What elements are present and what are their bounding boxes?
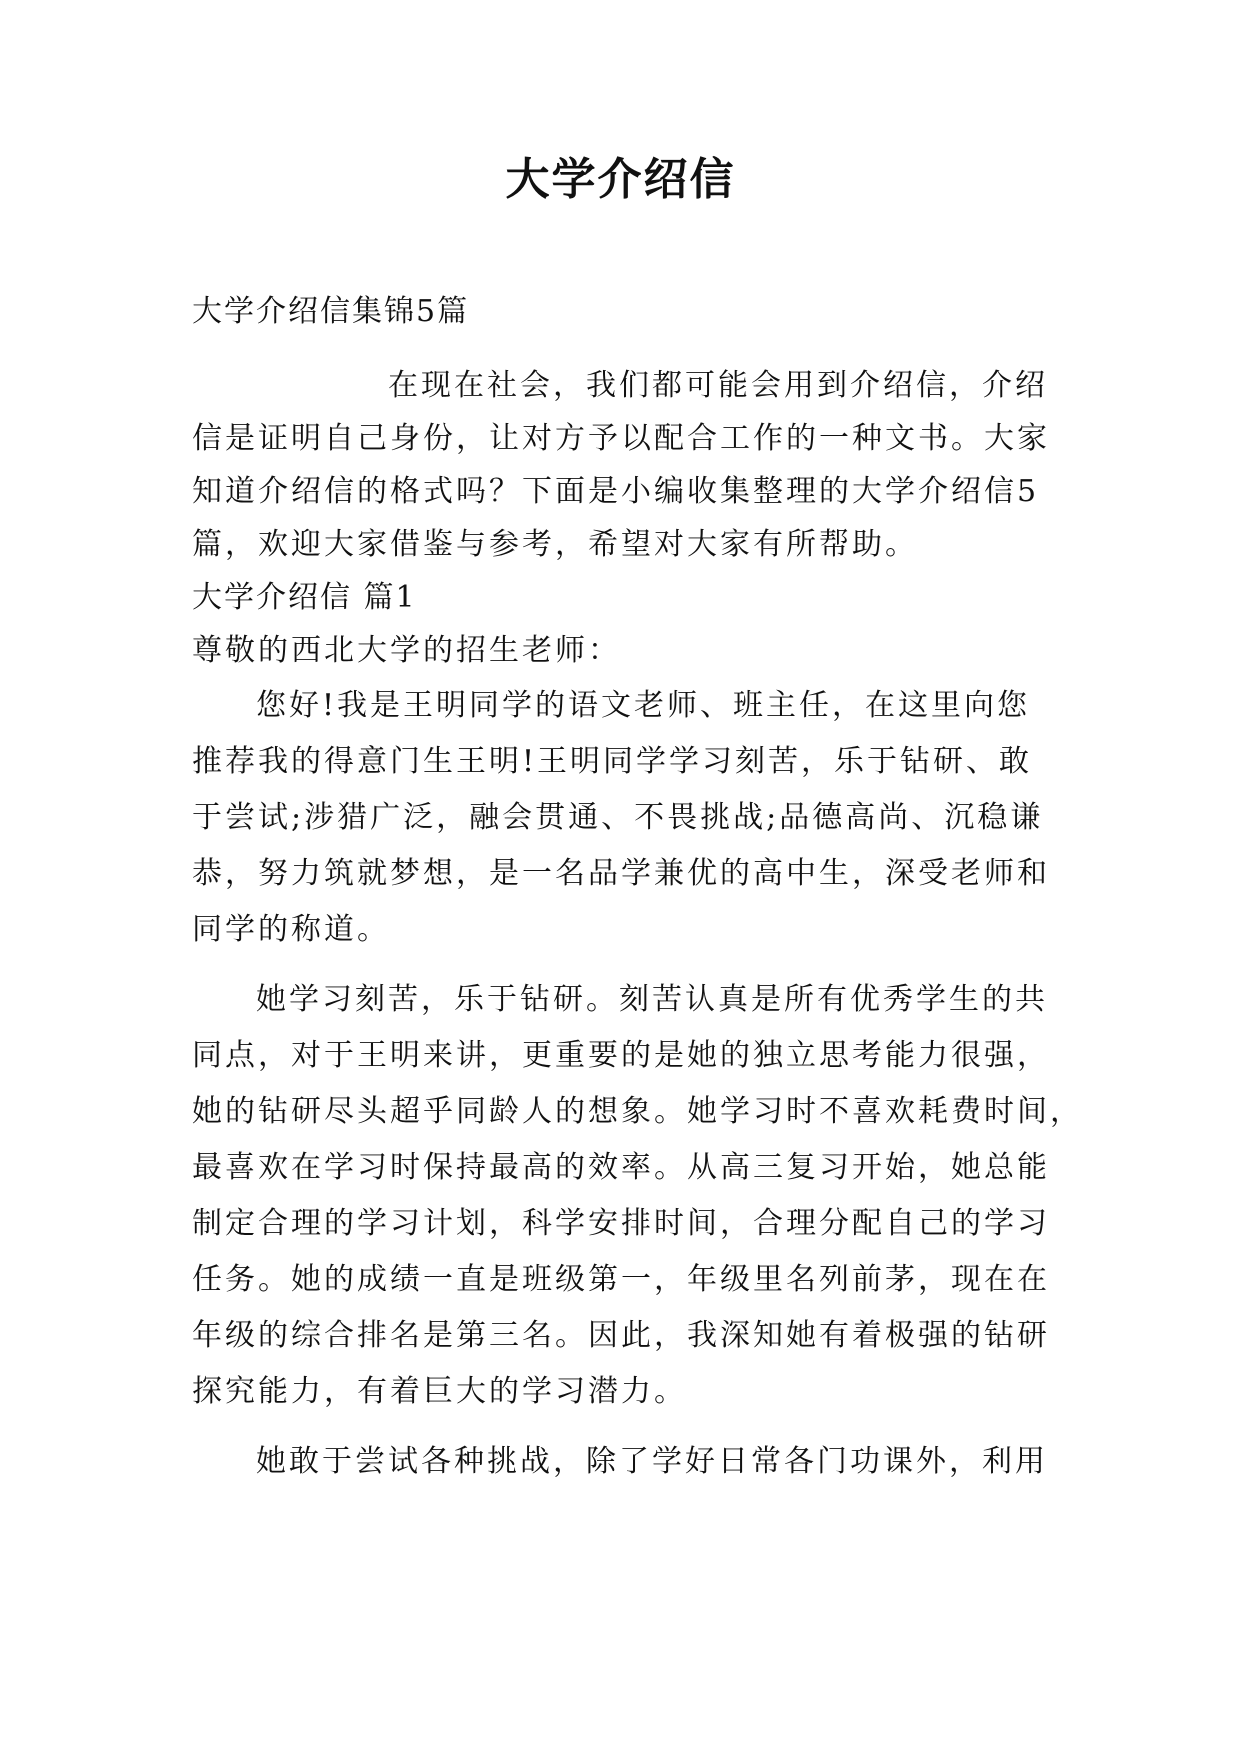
paragraph-line: 同点，对于王明来讲，更重要的是她的独立思考能力很强， (192, 1038, 1050, 1073)
paragraph-line: 她的钻研尽头超乎同龄人的想象。她学习时不喜欢耗费时间， (192, 1094, 1083, 1129)
paragraph-line: 恭，努力筑就梦想，是一名品学兼优的高中生，深受老师和 (192, 856, 1050, 891)
intro-line: 在现在社会，我们都可能会用到介绍信，介绍 (388, 368, 1048, 403)
intro-line: 知道介绍信的格式吗？下面是小编收集整理的大学介绍信5 (192, 474, 1040, 509)
intro-line: 信是证明自己身份，让对方予以配合工作的一种文书。大家 (192, 421, 1050, 456)
document-subtitle: 大学介绍信集锦5篇 (192, 294, 470, 329)
paragraph-line: 年级的综合排名是第三名。因此，我深知她有着极强的钻研 (192, 1318, 1050, 1353)
paragraph-line: 您好!我是王明同学的语文老师、班主任，在这里向您 (256, 688, 1031, 723)
paragraph-line: 于尝试;涉猎广泛，融会贯通、不畏挑战;品德高尚、沉稳谦 (192, 800, 1044, 835)
paragraph-line: 她学习刻苦，乐于钻研。刻苦认真是所有优秀学生的共 (256, 982, 1048, 1017)
section-heading: 大学介绍信 篇1 (192, 580, 417, 615)
paragraph-line: 制定合理的学习计划，科学安排时间，合理分配自己的学习 (192, 1206, 1050, 1241)
paragraph-line: 同学的称道。 (192, 912, 390, 947)
paragraph-line: 探究能力，有着巨大的学习潜力。 (192, 1374, 687, 1409)
paragraph-line: 任务。她的成绩一直是班级第一，年级里名列前茅，现在在 (192, 1262, 1050, 1297)
document-title: 大学介绍信 (505, 154, 736, 205)
paragraph-line: 她敢于尝试各种挑战，除了学好日常各门功课外，利用 (256, 1444, 1048, 1479)
salutation: 尊敬的西北大学的招生老师： (192, 633, 621, 668)
paragraph-line: 最喜欢在学习时保持最高的效率。从高三复习开始，她总能 (192, 1150, 1050, 1185)
intro-line: 篇，欢迎大家借鉴与参考，希望对大家有所帮助。 (192, 527, 918, 562)
paragraph-line: 推荐我的得意门生王明!王明同学学习刻苦，乐于钻研、敢 (192, 744, 1033, 779)
